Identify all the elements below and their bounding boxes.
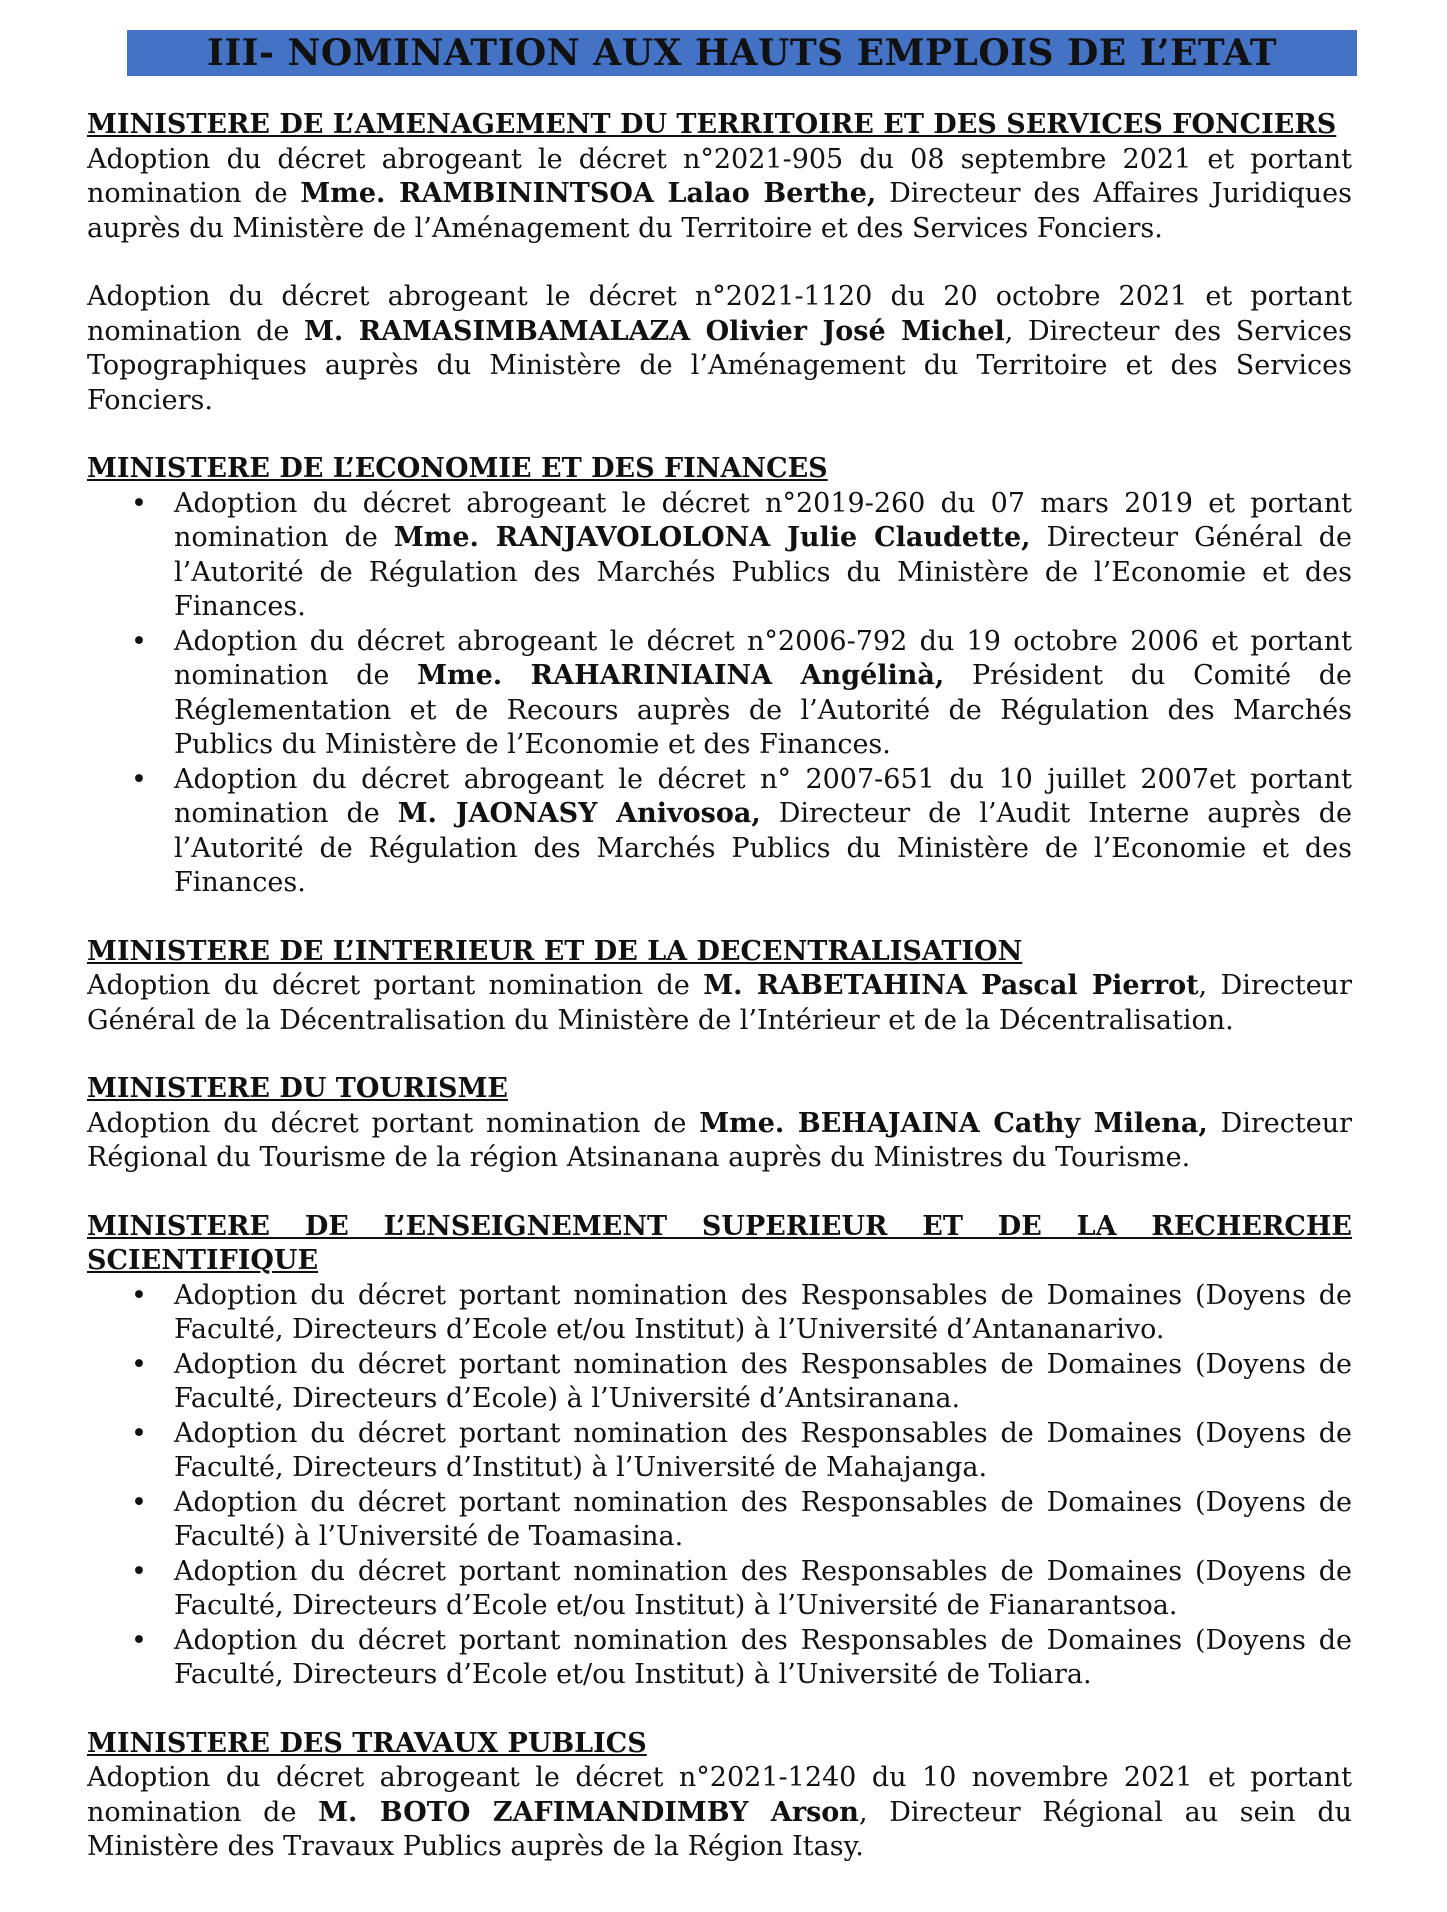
section-heading: MINISTERE DES TRAVAUX PUBLICS — [87, 1727, 647, 1759]
nominee-name: M. BOTO ZAFIMANDIMBY Arson — [318, 1796, 859, 1828]
section-banner — [127, 30, 1357, 76]
decree-list — [87, 1279, 1352, 1693]
section-heading: MINISTERE DE L’INTERIEUR ET DE LA DECENTRALISATION — [87, 935, 1023, 967]
list-item: • Adoption du décret portant nomination des Responsables de Domaines (Doyens de Faculté, Directeurs d’Ecole et/ou Institut) à l’Université de Toliara. — [87, 1624, 1352, 1693]
decree-paragraph: Adoption du décret abrogeant le décret n°2021-1240 du 10 novembre 2021 et portant nomination de M. BOTO ZAFIMANDIMBY Arson, Directeur Régional au sein du Ministère des Travaux Publics auprès de la Région Itasy. — [87, 1762, 1352, 1862]
nominee-name: Mme. RAHARINIAINA Angélinà, — [417, 660, 945, 691]
nominee-name: M. RABETAHINA Pascal Pierrot — [703, 970, 1199, 1001]
decree-paragraph: Adoption du décret portant nomination de Mme. BEHAJAINA Cathy Milena, Directeur Régional du Tourisme de la région Atsinanana auprès du Ministres du Tourisme. — [87, 1107, 1352, 1173]
decree-paragraph: Adoption du décret portant nomination de M. RABETAHINA Pascal Pierrot, Directeur Général de la Décentralisation du Ministère de l’Intérieur et de la Décentralisation. — [87, 970, 1352, 1036]
list-item: • Adoption du décret abrogeant le décret n°2006-792 du 19 octobre 2006 et portant nomination de Mme. RAHARINIAINA Angélinà, Président du Comité de Réglementation et de Recours auprès de l’Autorité de Régulation des Marchés Publics du Ministère de l’Economie et des Finances. — [87, 625, 1352, 763]
section-heading: MINISTERE DE L’AMENAGEMENT DU TERRITOIRE ET DES SERVICES FONCIERS — [87, 109, 1337, 140]
list-item: • Adoption du décret abrogeant le décret n°2019-260 du 07 mars 2019 et portant nomination de Mme. RANJAVOLOLONA Julie Claudette, Directeur Général de l’Autorité de Régulation des Marchés Publics du Ministère de l’Economie et des Finances. — [87, 487, 1352, 625]
section-travaux-publics — [87, 1727, 1352, 1865]
section-amenagement — [87, 108, 1352, 418]
nominee-name: M. JAONASY Anivosoa, — [397, 798, 761, 829]
list-item: • Adoption du décret portant nomination des Responsables de Domaines (Doyens de Faculté, Directeurs d’Ecole et/ou Institut) à l’Université de Fianarantsoa. — [87, 1555, 1352, 1624]
section-interieur — [87, 935, 1352, 1039]
document-body — [87, 108, 1352, 1865]
nominee-name: M. RAMASIMBAMALAZA Olivier José Michel — [304, 315, 1005, 347]
section-heading: MINISTERE DE L’ENSEIGNEMENT SUPERIEUR ET DE LA RECHERCHE — [87, 1210, 1352, 1242]
section-economie — [87, 452, 1352, 901]
list-item: • Adoption du décret abrogeant le décret n° 2007-651 du 10 juillet 2007et portant nomination de M. JAONASY Anivosoa, Directeur de l’Audit Interne auprès de l’Autorité de Régulation des Marchés Publics du Ministère de l’Economie et des Finances. — [87, 763, 1352, 901]
banner-title: III- NOMINATION AUX HAUTS EMPLOIS DE L’ETAT — [206, 32, 1278, 74]
section-heading: MINISTERE DE L’ECONOMIE ET DES FINANCES — [87, 453, 828, 484]
nominee-name: Mme. RANJAVOLOLONA Julie Claudette, — [393, 522, 1031, 553]
nominee-name: Mme. RAMBININTSOA Lalao Berthe, — [300, 178, 877, 209]
section-heading-continued: SCIENTIFIQUE — [87, 1245, 319, 1276]
list-item: • Adoption du décret portant nomination des Responsables de Domaines (Doyens de Faculté) à l’Université de Toamasina. — [87, 1486, 1352, 1555]
decree-paragraph: Adoption du décret abrogeant le décret n°2021-1120 du 20 octobre 2021 et portant nomination de M. RAMASIMBAMALAZA Olivier José Michel, Directeur des Services Topographiques auprès du Ministère de l’Aménagement du Territoire et des Services Fonciers. — [87, 281, 1352, 416]
decree-paragraph: Adoption du décret abrogeant le décret n°2021-905 du 08 septembre 2021 et portant nomination de Mme. RAMBININTSOA Lalao Berthe, Directeur des Affaires Juridiques auprès du Ministère de l’Aménagement du Territoire et des Services Fonciers. — [87, 143, 1352, 244]
list-item: • Adoption du décret portant nomination des Responsables de Domaines (Doyens de Faculté, Directeurs d’Ecole) à l’Université d’Antsiranana. — [87, 1348, 1352, 1417]
section-tourisme — [87, 1072, 1352, 1176]
section-enseignement — [87, 1210, 1352, 1693]
section-heading: MINISTERE DU TOURISME — [87, 1073, 508, 1104]
list-item: • Adoption du décret portant nomination des Responsables de Domaines (Doyens de Faculté, Directeurs d’Institut) à l’Université de Mahajanga. — [87, 1417, 1352, 1486]
nominee-name: Mme. BEHAJAINA Cathy Milena, — [699, 1107, 1208, 1139]
list-item: • Adoption du décret portant nomination des Responsables de Domaines (Doyens de Faculté, Directeurs d’Ecole et/ou Institut) à l’Université d’Antananarivo. — [87, 1279, 1352, 1348]
decree-list — [87, 487, 1352, 901]
